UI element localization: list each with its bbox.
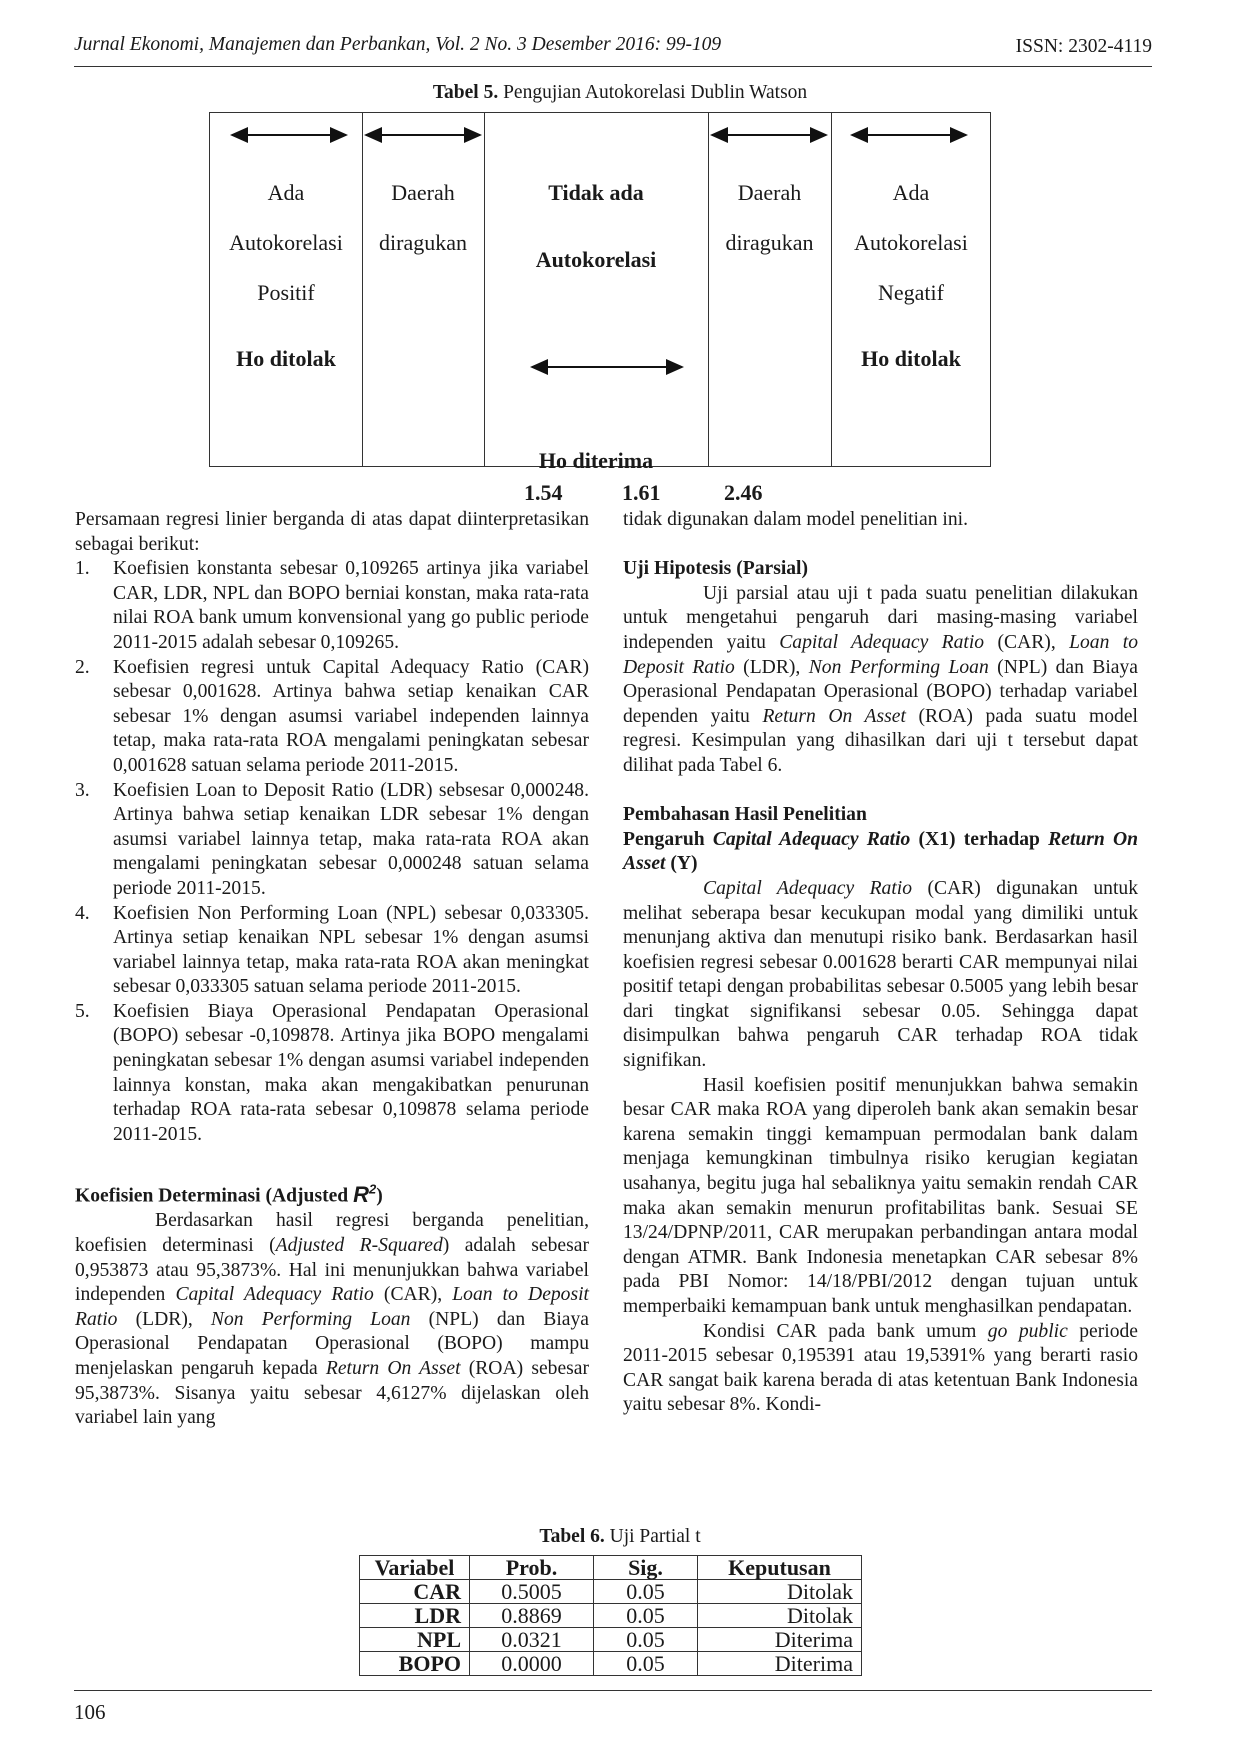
table6-caption bbox=[0, 1526, 1240, 1548]
list-item: 1. Koefisien konstanta sebesar 0,109265 artinya jika variabel CAR, LDR, NPL dan BOPO berniai konstan, maka rata-rata nilai ROA bank umum konvensional yang go public periode 2011-2015 adalah sebesar 0,109265. bbox=[75, 558, 589, 653]
hypothesis-heading: Uji Hipotesis (Parsial) bbox=[623, 558, 809, 580]
dw-value-du: 1.61 bbox=[622, 480, 661, 505]
list-item: 3. Koefisien Loan to Deposit Ratio (LDR) sebsesar 0,000248. Artinya bahwa setiap kenaikan LDR sebesar 1% dengan asumsi variabel lainnya tetap, maka rata-rata ROA akan mengalami peningkatan sebesar 0,000248 satuan selama periode 2011-2015. bbox=[75, 779, 589, 899]
dw-r3-line1: Tidak ada bbox=[548, 180, 644, 205]
header-variabel: Variabel bbox=[360, 1556, 470, 1580]
list-item: 4. Koefisien Non Performing Loan (NPL) sebesar 0,033305. Artinya setiap kenaikan NPL sebesar 1% dengan asumsi variabel lainnya tetap, maka rata-rata ROA akan meningkat sebesar 0,033305 satuan selama periode 2011-2015. bbox=[75, 902, 589, 998]
table6-title: Uji Partial t bbox=[609, 1526, 701, 1547]
dw-r5-line2: Autokorelasi bbox=[854, 230, 968, 255]
header-prob: Prob. bbox=[470, 1556, 594, 1580]
dw-r1-line2: Autokorelasi bbox=[229, 230, 343, 255]
dw-r1-decision: Ho ditolak bbox=[236, 346, 336, 371]
right-column bbox=[623, 508, 1138, 1418]
hypothesis-paragraph: Uji parsial atau uji t pada suatu penelitian dilakukan untuk mengetahui pengaruh dari masing-masing variabel independen yaitu Capital Adequacy Ratio (CAR), Loan to Deposit Ratio (LDR), Non Performing Loan (NPL) dan Biaya Operasional Pendapatan Operasional (BOPO) terhadap variabel dependen yaitu Return On Asset (ROA) pada suatu model regresi. Kesimpulan yang dihasilkan dari uji t tersebut dapat dilihat pada Tabel 6. bbox=[623, 582, 1138, 776]
table-row: LDR 0.8869 0.05 Ditolak bbox=[360, 1604, 862, 1628]
dw-r1-line1: Ada bbox=[267, 180, 305, 205]
interpretation-intro: Persamaan regresi linier berganda di atas dapat diinterpretasikan sebagai berikut: bbox=[75, 509, 589, 555]
dw-r3-line2: Autokorelasi bbox=[535, 247, 657, 272]
continued-text: tidak digunakan dalam model penelitian ini. bbox=[623, 509, 968, 530]
dw-r1-line3: Positif bbox=[257, 280, 315, 305]
determination-paragraph: Berdasarkan hasil regresi berganda penelitian, koefisien determinasi (Adjusted R-Squared) adalah sebesar 0,953873 atau 95,3873%. Hal ini menunjukkan bahwa variabel independen Capital Adequacy Ratio (CAR), Loan to Deposit Ratio (LDR), Non Performing Loan (NPL) dan Biaya Operasional Pendapatan Operasional (BOPO) mampu menjelaskan pengaruh kepada Return On Asset (ROA) sebesar 95,3873%. Sisanya yaitu sebesar 4,6127% dijelaskan oleh variabel lain yang bbox=[75, 1210, 589, 1429]
table5-label: Tabel 5. bbox=[432, 82, 499, 103]
table6-label: Tabel 6. bbox=[539, 1526, 605, 1547]
header-sig: Sig. bbox=[594, 1556, 698, 1580]
dw-r2-line2: diragukan bbox=[379, 230, 467, 255]
footer-rule bbox=[74, 1690, 1152, 1691]
table-row: CAR 0.5005 0.05 Ditolak bbox=[360, 1580, 862, 1604]
partial-t-table bbox=[359, 1555, 862, 1676]
car-paragraph-3: Kondisi CAR pada bank umum go public periode 2011-2015 sebesar 0,195391 atau 19,5391% yang berarti rasio CAR sangat baik karena berada di atas ketentuan Bank Indonesia yaitu sebesar 8%. Kondi- bbox=[623, 1320, 1139, 1416]
discussion-heading: Pembahasan Hasil Penelitian bbox=[623, 804, 867, 826]
car-paragraph-1: Capital Adequacy Ratio (CAR) digunakan untuk melihat seberapa besar kecukupan modal yang dimiliki untuk menunjang aktiva dan menutupi risiko bank. Berdasarkan hasil koefisien regresi sebesar 0.001628 berarti CAR mempunyai nilai positif tetapi dengan probabilitas sebesar 0.5005 yang lebih besar dari tingkat signifikansi sebesar 0.05. Sehingga dapat disimpulkan bahwa pengaruh CAR terhadap ROA tidak signifikan. bbox=[623, 877, 1138, 1072]
dw-value-dl: 1.54 bbox=[524, 480, 563, 505]
table-header-row bbox=[360, 1556, 862, 1580]
dw-r2-line1: Daerah bbox=[391, 180, 455, 205]
coefficient-list bbox=[75, 557, 589, 1147]
list-item: 5. Koefisien Biaya Operasional Pendapatan Operasional (BOPO) sebesar -0,109878. Artinya jika BOPO mengalami peningkatan sebesar 1% dengan asumsi variabel independen lainnya konstan, maka akan mengakibatkan penurunan terhadap ROA rata-rata sebesar 0,109878 selama periode 2011-2015. bbox=[75, 1000, 589, 1145]
page-number: 106 bbox=[74, 1700, 106, 1724]
table-row: NPL 0.0321 0.05 Diterima bbox=[360, 1628, 862, 1652]
dw-r3-decision: Ho diterima bbox=[538, 448, 654, 473]
dw-value-4du: 2.46 bbox=[724, 480, 763, 505]
dw-r5-line3: Negatif bbox=[878, 280, 944, 305]
table-row: BOPO 0.0000 0.05 Diterima bbox=[360, 1652, 862, 1676]
car-paragraph-2: Hasil koefisien positif menunjukkan bahwa semakin besar CAR maka ROA yang diperoleh bank akan semakin besar karena semakin tinggi kemampuan permodalan bank dalam menjaga kemungkinan timbulnya risiko kerugian kegiatan usahanya, begitu juga hal sebaliknya yaitu semakin rendah CAR maka akan semakin menurun profitabilitas bank. Sesuai SE 13/24/DPNP/2011, CAR merupakan perbandingan antara modal dengan ATMR. Bank Indonesia menetapkan CAR sebesar 8% pada PBI Nomor: 14/18/PBI/2012 dengan tujuan untuk memperbaiki kemampuan bank untuk menghasilkan pendapatan. bbox=[623, 1074, 1138, 1317]
dw-r4-line1: Daerah bbox=[737, 180, 802, 205]
dw-r5-line1: Ada bbox=[892, 180, 930, 205]
dw-r4-line2: diragukan bbox=[725, 230, 814, 255]
header-keputusan: Keputusan bbox=[698, 1556, 862, 1580]
table5-title: Pengujian Autokorelasi Dublin Watson bbox=[503, 82, 808, 103]
left-column bbox=[75, 508, 589, 1431]
issn-label: ISSN: 2302-4119 bbox=[1015, 36, 1152, 57]
r-squared-symbol: $R^2$ bbox=[353, 1181, 377, 1207]
car-effect-heading: Pengaruh Capital Adequacy Ratio (X1) terhadap Return On Asset (Y) bbox=[623, 828, 1139, 875]
dw-r5-decision: Ho ditolak bbox=[861, 346, 961, 371]
journal-header: Jurnal Ekonomi, Manajemen dan Perbankan, Vol. 2 No. 3 Desember 2016: 99-109 bbox=[74, 34, 722, 55]
determination-heading: Koefisien Determinasi (Adjusted $R^2$) bbox=[75, 1181, 383, 1207]
list-item: 2. Koefisien regresi untuk Capital Adequacy Ratio (CAR) sebesar 0,001628. Artinya bahwa setiap kenaikan CAR sebesar 1% dengan asumsi variabel independen lainnya tetap, maka rata-rata ROA mengalami peningkatan sebesar 0,001628 satuan selama periode 2011-2015. bbox=[75, 656, 589, 776]
